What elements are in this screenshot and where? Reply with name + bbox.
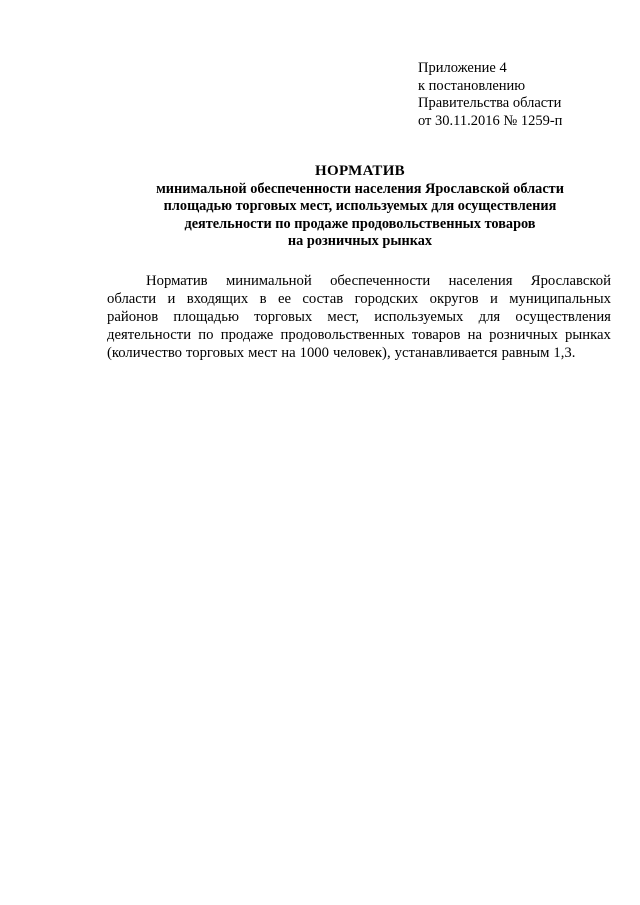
paragraph-word: деятельности [107, 327, 192, 343]
paragraph-word: мест, [327, 309, 360, 325]
paragraph-line [107, 272, 611, 290]
paragraph-word: в [259, 291, 267, 307]
paragraph-word: входящих [186, 291, 249, 307]
appendix-line: к постановлению [418, 77, 526, 94]
title-sub-line: площадью торговых мест, используемых для осуществления [163, 198, 557, 215]
title-sub-line: минимальной обеспеченности населения Ярославской области [156, 180, 564, 197]
document-title [100, 163, 620, 251]
paragraph-word: и [167, 291, 176, 307]
paragraph-word: торговых [254, 309, 313, 325]
paragraph-word: населения [448, 273, 513, 289]
appendix-line: от 30.11.2016 № 1259-п [418, 112, 563, 129]
title-main: НОРМАТИВ [315, 163, 405, 179]
title-sub-line: деятельности по продаже продовольственных товаров [184, 215, 536, 232]
paragraph-word: рынках [565, 327, 611, 343]
paragraph-line [107, 308, 611, 326]
paragraph-word: устанавливается [394, 345, 498, 361]
paragraph-word: на [467, 327, 482, 343]
paragraph-word: площадью [173, 309, 239, 325]
paragraph-word: товаров [411, 327, 461, 343]
appendix-line: Приложение 4 [418, 60, 507, 76]
title-sub-line: на розничных рынках [287, 233, 433, 250]
paragraph-word: состав [302, 291, 344, 307]
paragraph-line [107, 326, 611, 344]
paragraph-word: области [107, 291, 157, 307]
paragraph-word: по [198, 327, 214, 343]
paragraph-word: осуществления [515, 309, 611, 325]
paragraph-word: для [478, 309, 501, 325]
paragraph-word: ее [277, 291, 291, 307]
paragraph-word: используемых [374, 309, 464, 325]
paragraph-word: обеспеченности [330, 273, 431, 289]
paragraph-word: Норматив [146, 273, 208, 289]
paragraph-line [107, 290, 611, 308]
paragraph-word: на [281, 345, 296, 361]
paragraph-word: 1,3. [553, 345, 576, 361]
paragraph-word: равным [501, 345, 550, 361]
paragraph-word: продаже [220, 327, 274, 343]
paragraph-word: округов [429, 291, 479, 307]
paragraph-word: человек), [332, 345, 391, 361]
paragraph-line [107, 344, 611, 362]
paragraph-word: муниципальных [509, 291, 611, 307]
appendix-note [418, 60, 618, 130]
paragraph-word: розничных [489, 327, 558, 343]
body-paragraph [107, 272, 611, 362]
paragraph-word: (количество [107, 345, 183, 361]
paragraph-word: Ярославской [530, 273, 611, 289]
paragraph-word: продовольственных [280, 327, 405, 343]
appendix-line: Правительства области [418, 95, 562, 112]
paragraph-word: районов [107, 309, 159, 325]
paragraph-word: и [489, 291, 498, 307]
paragraph-word: мест [248, 345, 278, 361]
paragraph-word: торговых [186, 345, 245, 361]
paragraph-word: 1000 [299, 345, 329, 361]
paragraph-word: городских [354, 291, 419, 307]
paragraph-word: минимальной [225, 273, 312, 289]
